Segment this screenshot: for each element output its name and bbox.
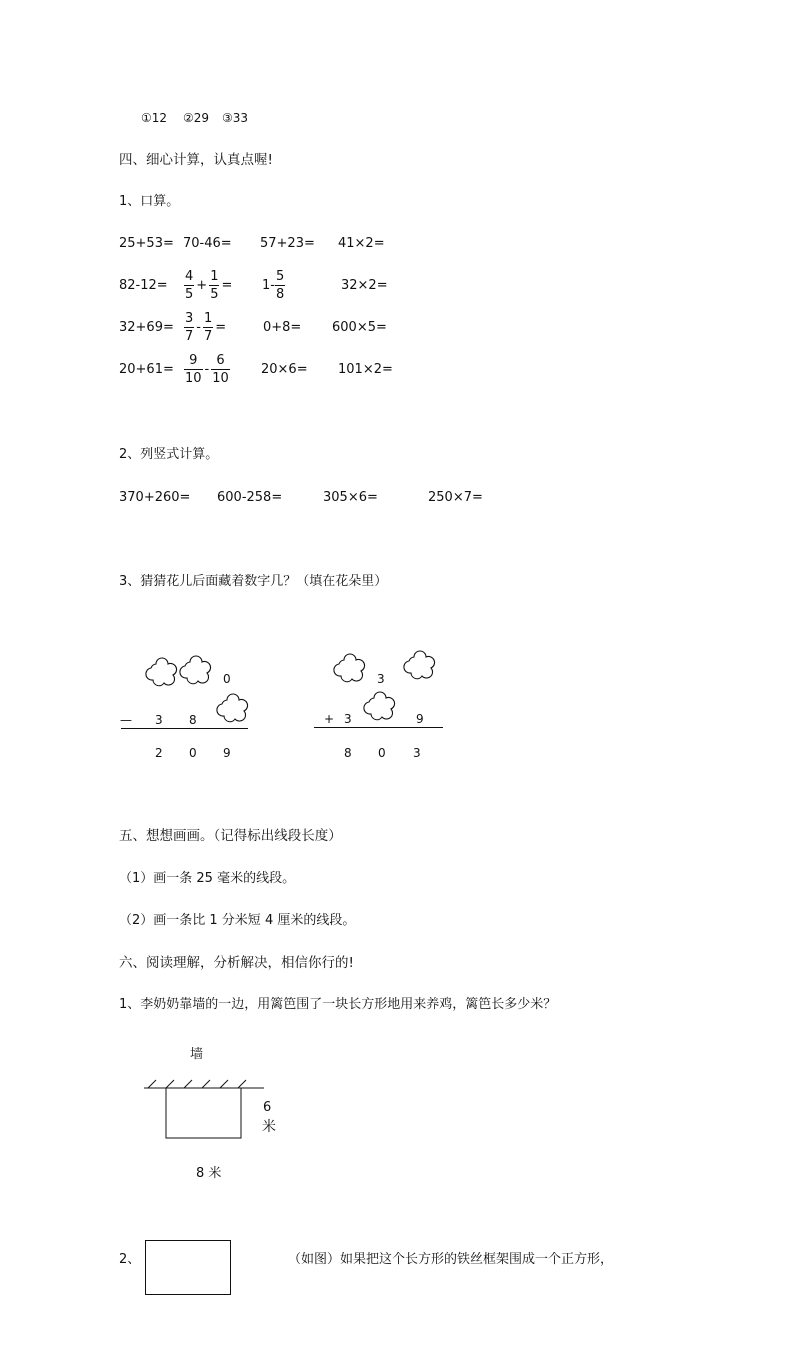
puzzle-right-top-digit: 3: [377, 672, 385, 686]
fraction: 4 5: [185, 269, 194, 302]
puzzle-right-mid-digit-1: 3: [344, 712, 352, 726]
flower-icon[interactable]: [181, 654, 211, 684]
minus-sign: —: [120, 713, 132, 727]
calc-r4-c: 20×6=: [261, 362, 308, 377]
calc-r1-d: 41×2=: [338, 236, 385, 251]
calc-r4-d: 101×2=: [338, 362, 393, 377]
side-length-unit: 米: [262, 1119, 276, 1135]
vertical-calc-4: 250×7=: [428, 490, 483, 505]
sum-line: [314, 727, 443, 728]
fraction: $\frac{1}{5}$: [210, 269, 219, 302]
puzzle-left-result-1: 2: [155, 746, 163, 760]
calc-r2-d: 32×2=: [341, 278, 388, 293]
problem-1-text: 1、李奶奶靠墙的一边，用篱笆围了一块长方形地用来养鸡，篱笆长多少米？: [119, 997, 557, 1012]
q2-title: 2、列竖式计算。: [119, 447, 219, 462]
flower-icon[interactable]: [365, 690, 395, 720]
calc-r2-c: 1- 5 8: [262, 269, 285, 302]
plus-sign: +: [324, 712, 335, 726]
fraction: 6 10: [212, 353, 229, 386]
calc-r2-a: 82-12=: [119, 278, 168, 293]
calc-r4-fraction-expr: 9 10 - 6 10: [185, 353, 229, 386]
calc-r1-b: 70-46=: [183, 236, 232, 251]
vertical-calc-3: 305×6=: [323, 490, 378, 505]
option-1: ①12: [141, 111, 168, 125]
calc-r3-a: 32+69=: [119, 320, 174, 335]
draw-item-1: （1）画一条 25 毫米的线段。: [119, 871, 296, 886]
flower-icon[interactable]: [147, 656, 177, 686]
draw-item-2: （2）画一条比 1 分米短 4 厘米的线段。: [119, 913, 356, 928]
puzzle-left-result-2: 0: [189, 746, 197, 760]
calc-r3-fraction-expr: 3 7 - $\frac{1}{7}$ =: [185, 311, 227, 344]
vertical-calc-1: 370+260=: [119, 490, 191, 505]
wall-hatch: [144, 1076, 268, 1142]
flower-icon[interactable]: [218, 692, 248, 722]
calc-r1-c: 57+23=: [260, 236, 315, 251]
puzzle-right-result-1: 8: [344, 746, 352, 760]
puzzle-right-result-2: 0: [378, 746, 386, 760]
flower-icon[interactable]: [405, 649, 435, 679]
option-2: ②29: [183, 111, 210, 125]
puzzle-left-top-digit: 0: [223, 672, 231, 686]
q1-title: 1、口算。: [119, 194, 180, 209]
wire-rectangle: [145, 1240, 231, 1295]
section4-title: 四、细心计算，认真点喔!: [119, 152, 273, 168]
puzzle-right-result-3: 3: [413, 746, 421, 760]
section6-title: 六、阅读理解，分析解决，相信你行的!: [119, 955, 354, 971]
q3-title: 3、猜猜花儿后面藏着数字几？（填在花朵里）: [119, 574, 388, 589]
side-length-number: 6: [263, 1100, 272, 1115]
wall-label: 墙: [190, 1047, 204, 1062]
calc-r3-c: 0+8=: [263, 320, 302, 335]
calc-r1-a: 25+53=: [119, 236, 174, 251]
section5-title: 五、想想画画。（记得标出线段长度）: [119, 828, 342, 844]
fraction: $\frac{1}{7}$: [203, 311, 213, 344]
puzzle-left-result-3: 9: [223, 746, 231, 760]
fraction: 9 10: [185, 353, 202, 386]
fraction: 5 8: [275, 269, 285, 302]
fraction: 3 7: [185, 311, 194, 344]
problem-2-number: 2、: [119, 1252, 141, 1267]
problem-2-text: （如图）如果把这个长方形的铁丝框架围成一个正方形，: [288, 1252, 614, 1267]
calc-r2-fraction-expr: 4 5 + $\frac{1}{5}$ =: [185, 269, 233, 302]
puzzle-left-mid-digit-1: 3: [155, 713, 163, 727]
puzzle-left-mid-digit-2: 8: [189, 713, 197, 727]
puzzle-right-mid-digit-3: 9: [416, 712, 424, 726]
option-3: ③33: [222, 111, 249, 125]
bottom-length-label: 8 米: [196, 1166, 222, 1181]
calc-r4-a: 20+61=: [119, 362, 174, 377]
flower-icon[interactable]: [335, 652, 365, 682]
calc-r3-d: 600×5=: [332, 320, 387, 335]
vertical-calc-2: 600-258=: [217, 490, 283, 505]
sum-line: [121, 728, 248, 729]
